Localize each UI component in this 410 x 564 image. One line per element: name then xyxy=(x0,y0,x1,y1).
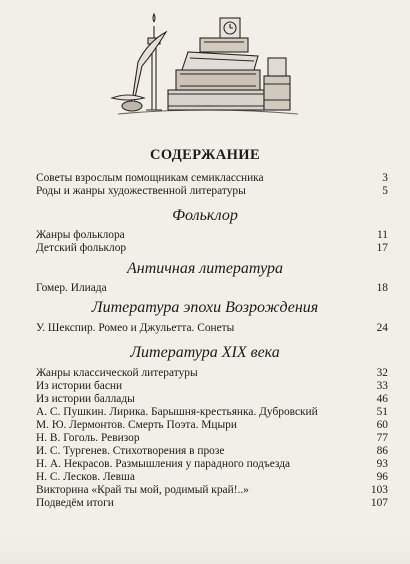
toc-entry: Подведём итоги 107 xyxy=(36,497,388,509)
toc-entry: Роды и жанры художественной литературы 5 xyxy=(36,185,388,197)
books-illustration xyxy=(108,2,304,120)
section-heading: Литература XIX века xyxy=(130,344,280,361)
toc-entry: Советы взрослым помощникам семиклассника 3 xyxy=(36,172,388,184)
toc-entry: У. Шекспир. Ромео и Джульетта. Сонеты 24 xyxy=(36,322,388,334)
toc-entry: Из истории басни 33 xyxy=(36,380,388,392)
toc-entry: Гомер. Илиада 18 xyxy=(36,282,388,294)
page-title: СОДЕРЖАНИЕ xyxy=(149,147,261,163)
page-bottom-margin xyxy=(0,540,410,564)
section-heading: Фольклор xyxy=(172,207,238,224)
toc-entry: Жанры классической литературы 32 xyxy=(36,367,388,379)
toc-entry: Викторина «Край ты мой, родимый край!..» 103 xyxy=(36,484,388,496)
toc-entry: М. Ю. Лермонтов. Смерть Поэта. Мцыри 60 xyxy=(36,419,388,431)
toc-entry: Из истории баллады 46 xyxy=(36,393,388,405)
toc-entry: И. С. Тургенев. Стихотворения в прозе 86 xyxy=(36,445,388,457)
toc-entry: А. С. Пушкин. Лирика. Барышня-крестьянка. Дубровский 51 xyxy=(36,406,388,418)
toc-entry: Н. А. Некрасов. Размышления у парадного подъезда 93 xyxy=(36,458,388,470)
toc-entry: Жанры фольклора 11 xyxy=(36,229,388,241)
section-heading: Античная литература xyxy=(127,260,283,277)
toc-entry: Н. С. Лесков. Левша 96 xyxy=(36,471,388,483)
section-heading: Литература эпохи Возрождения xyxy=(91,299,319,316)
toc-entry: Н. В. Гоголь. Ревизор 77 xyxy=(36,432,388,444)
toc-entry: Детский фольклор 17 xyxy=(36,242,388,254)
